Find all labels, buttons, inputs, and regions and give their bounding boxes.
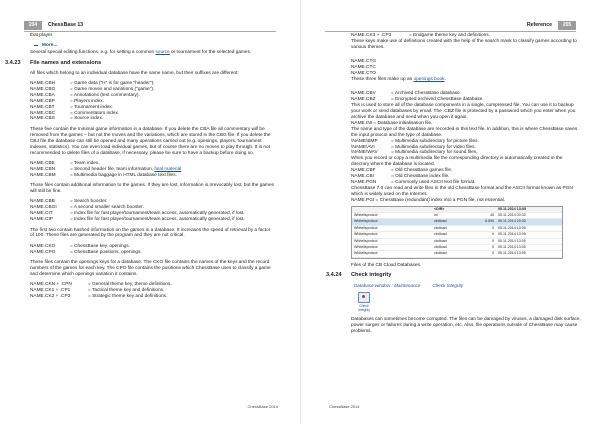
- ini-line: NAME.INI = Database initialisation file.: [351, 120, 433, 126]
- file-name: NAME.CTC: [351, 65, 376, 71]
- list-item: NAME.CBT = Tournament index.: [30, 104, 114, 110]
- paragraph: These keys make use of definitions created with the help of the search mask to classify games according to various themes.: [351, 38, 577, 50]
- page-content: [326, 33, 581, 339]
- file-list: [351, 168, 581, 186]
- file-list: [30, 81, 274, 122]
- table-row[interactable]: Whitelisprotcol cbdload 0 05.11.2014 13:05: [352, 245, 562, 251]
- list-item: NAME.CBF = Old ChessBase games file.: [351, 168, 453, 174]
- paragraph: that player.: [30, 33, 54, 38]
- list-item: NAME.PGN = Commonly used ASCII text file format.: [351, 179, 476, 185]
- list-item: NAME.CBB = Search booster.: [30, 199, 108, 205]
- table-row[interactable]: Whitelisprotcol cbdload 6.590 05.11.2014 20:30: [352, 219, 562, 225]
- paragraph: The first two contain hashed information on the games in a database. It increases the speed of retrieval by a factor of 100. These files are generated by the program and they are not critical.: [30, 227, 271, 239]
- list-item: NAME.CK3 + .CP3 = Endgame theme key and definitions.: [351, 33, 490, 38]
- paragraph: Those files contain additional information to the games. If they are lost, information is irrevocably lost, but the games will still be fine.: [30, 183, 274, 195]
- section-title: File names and extensions: [30, 59, 102, 66]
- table-row[interactable]: Whitelisprotcol ini 40 05.11.2014 20:30: [352, 213, 562, 219]
- paragraph: Databases can sometimes become corrupted. The files can be damaged by viruses, a damaged disk surface, power surges or failures during a write operation, etc. Also, file operations outside of ChessBase may cause problems.: [351, 316, 581, 334]
- page-footer: ChessBase 2014: [247, 404, 278, 409]
- file-list: [30, 161, 274, 179]
- bullet-icon: [34, 45, 38, 46]
- page-content: [5, 33, 274, 305]
- list-item: NAME.CBZ = Encrypted archived ChessBase database.: [351, 97, 484, 103]
- file-list: [30, 244, 274, 256]
- list-item: NAME.CBC = Commentators index.: [30, 110, 120, 116]
- page-footer: ChessBase 2014: [329, 404, 360, 409]
- list-item: NAME.CK1 + .CP1 = Tactical theme key and definitions.: [30, 288, 165, 294]
- paragraph: These three files make up an openings book.: [351, 76, 446, 82]
- section-number: 3.4.23: [5, 59, 21, 66]
- page-number: 204: [24, 21, 42, 30]
- header-title: ChessBase 13: [48, 22, 84, 28]
- table-row[interactable]: Whitelisprotcol cbdload 0 05.11.2014 13:05: [352, 239, 562, 245]
- source-link[interactable]: source: [155, 50, 170, 56]
- header-title: Reference: [526, 22, 552, 28]
- list-item: \NAME\AVI = Multimedia subdirectory for video files.: [351, 144, 476, 150]
- list-item: NAME.CBS = Source index.: [30, 116, 104, 122]
- right-page: [300, 0, 600, 424]
- page-number: 205: [558, 21, 576, 30]
- file-name: NAME.CTG: [351, 59, 377, 65]
- file-list: [30, 282, 274, 300]
- menu-path-1: Database window : Maintenance: [354, 283, 421, 288]
- list-item: NAME.CBM = Multimedia baggage in HTML database text files.: [30, 172, 177, 178]
- menu-path: [354, 283, 581, 289]
- file-name: NAME.CTO: [351, 71, 376, 77]
- list-item: \NAME\BMP = Multimedia subdirectory for picture files.: [351, 138, 479, 144]
- paragraph: This is used to store all of the database components in a single, compressed file. You can use it to backup your work or send databases by email. The .CBZ file is protected by a password which you enter when you archive the database and need when you open it again.: [351, 103, 576, 120]
- file-list: [30, 199, 274, 223]
- paragraph: These five contain the minimal game information in a database. If you delete the CBA file all commentary will be removed from the games – but not the moves and the variations, which are stored in the CBG file. If you delete the CBJ file the database can still be opened and many operations carried out (e.g. openings, players, tournament indexes, statistics). You can even load individual games, but of course there are no moves to play through. It is not recommended to delete files of a database, if necessary, please be sure to have a backup before doing so.: [30, 126, 271, 156]
- list-item: NAME.CBV = Archived ChessBase database.: [351, 91, 462, 97]
- list-item: NAME.CBGI = A second smaller search booster.: [30, 205, 144, 211]
- check-integrity-label: Check Integrity: [357, 303, 371, 312]
- list-item: NAME.CBH = Game data ("H" is for game "header").: [30, 81, 155, 87]
- table-row[interactable]: Whitelisprotcol cbdload 0 05.11.2014 13:05: [352, 232, 562, 238]
- file-list: [351, 139, 581, 157]
- more-text: Several special editing functions, e.g. for setting a common source or tournament for the selected games.: [30, 50, 252, 56]
- openings-book-link[interactable]: openings book: [413, 76, 445, 82]
- check-integrity-icon: [358, 292, 370, 303]
- list-item: NAME.CBE = Team index.: [30, 160, 100, 166]
- page-header: [24, 21, 276, 32]
- list-item: NAME.CBP = Players index.: [30, 98, 104, 104]
- section-heading: [5, 59, 274, 67]
- list-item: NAME.CBN = Second header file, team information, final material: [30, 166, 182, 172]
- menu-path-2: Check Integrity: [432, 283, 464, 288]
- check-integrity-button[interactable]: [354, 292, 374, 312]
- list-item: NAME.CIT = Index file for fast player/tournament/team access, automatically generated, if lost.: [30, 211, 245, 217]
- table-row[interactable]: Whitelisprotcol cbdload 0 05.11.2014 13:05: [352, 226, 562, 232]
- table-row[interactable]: Whitelisprotcol cbdload 0 05.11.2014 13:05: [352, 251, 562, 257]
- file-list: [351, 91, 581, 103]
- list-item: \NAME\WAV = Multimedia subdirectory for sound files.: [351, 150, 478, 156]
- paragraph: When you record or copy a multimedia file the corresponding directory is automatically created in the directory where the database is located.: [351, 156, 563, 168]
- more-item[interactable]: [34, 43, 274, 49]
- list-item: NAME.CKO = ChessBase key, openings.: [30, 243, 130, 249]
- pgi-line: NAME.PGI = ChessBase (redundant) index into a PGN file, not essential.: [351, 197, 506, 203]
- list-item: NAME.CBG = Game moves and variations ("game").: [30, 86, 155, 92]
- table-caption: Files of the CB Cloud Databases.: [351, 262, 422, 268]
- list-item: NAME.CBA = Annotations (text commentary).: [30, 92, 140, 98]
- section-heading: [326, 272, 581, 279]
- list-item: NAME.CIP = Index file for fast player/tournament/team access, automatically generated, if lost.: [30, 217, 245, 223]
- list-item: NAME.CBI = Old ChessBase index file.: [351, 174, 450, 180]
- table-header: <DIR> 05.11.2014 13:05: [352, 207, 562, 213]
- paragraph: ChessBase 7.0 can read and write files in the old ChessBase format and the ASCII format known as PGN which is widely used on the Internet.: [351, 185, 573, 197]
- page-header: [325, 21, 576, 32]
- list-item: NAME.CK2 + .CP2 = Strategic theme key and definitions.: [30, 294, 168, 300]
- paragraph: The name and type of the database are recorded in this text file. In addition, this is where ChessBase saves the input protocol and the type of database.: [351, 126, 578, 138]
- final-material-link[interactable]: final material: [154, 166, 182, 172]
- list-item: NAME.CKN + .CPN = General theme key, theme definitions.: [30, 282, 172, 288]
- more-label: More...: [42, 43, 58, 49]
- list-item: NAME.CPO = ChessBase positions, openings.: [30, 249, 142, 255]
- file-listing-screenshot: [351, 206, 563, 259]
- paragraph: All files which belong to an individual database have the same name, but their suffixes are different:: [30, 70, 239, 76]
- paragraph: These files contain the openings keys for a database. The CKO file contains the names of the keys and the record numbers of the games for each key. The CPO file contains the positions which ChessBase uses to classify a game and determine which openings variation it contains.: [30, 260, 271, 277]
- section-title: Check integrity: [351, 272, 392, 279]
- section-number: 3.4.24: [326, 272, 342, 279]
